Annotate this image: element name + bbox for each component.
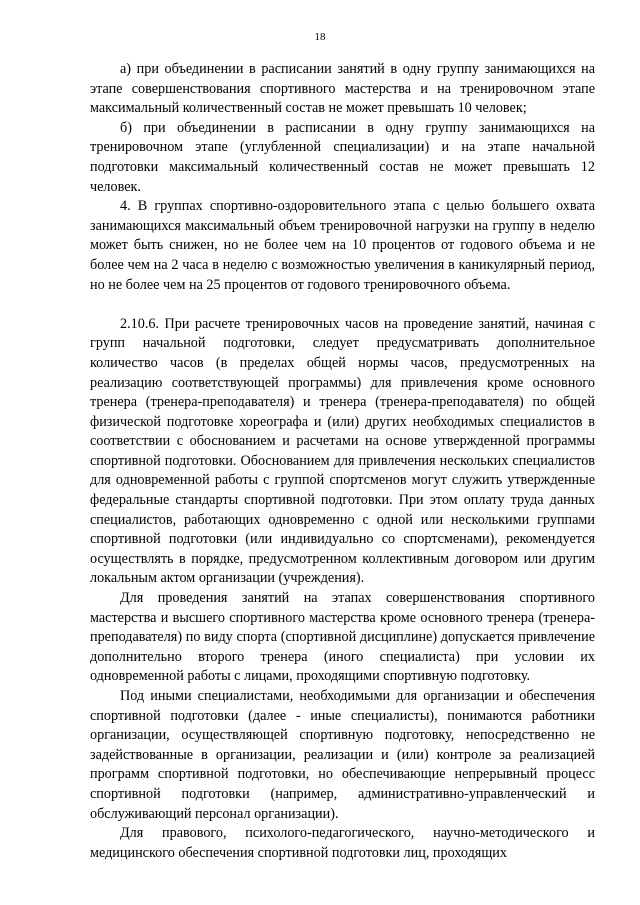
paragraph-item-a: а) при объединении в расписании занятий в одну группу занимающихся на этапе совершенствования спортивного мастерства и на тренировочном этапе максимальный количественный состав не может превышать 10 человек; (90, 61, 595, 117)
paragraph-item-b: б) при объединении в расписании в одну группу занимающихся на тренировочном этапе (углубленной специализации) и на этапе начальной подготовки максимальный количественный состав не может превышать 12 человек. (90, 119, 595, 195)
paragraph-second-trainer: Для проведения занятий на этапах совершенствования спортивного мастерства и высшего спортивного мастерства кроме основного тренера (тренера-преподавателя) по виду спорта (спортивной дисциплине) допускается привлечение дополнительно второго тренера (иного специалиста) при условии их одновременной работы с лицами, проходящими спортивную подготовку. (90, 590, 595, 685)
page-number: 18 (314, 31, 326, 43)
paragraph-other-specialists: Под иными специалистами, необходимыми для организации и обеспечения спортивной подготовки (далее - иные специалисты), понимаются работники организации, осуществляющей спортивную подготовку, непосредственно не задействованные в организации, реализации и (или) контроле за реализацией программ спортивной подготовки, но обеспечивающие непрерывный процесс спортивной подготовки (например, административно-управленческий и обслуживающий персонал организации). (90, 688, 595, 822)
paragraph-legal-support: Для правового, психолого-педагогического, научно-методического и медицинского обеспечения спортивной подготовки лиц, проходящих (90, 825, 595, 861)
paragraph-item-4: 4. В группах спортивно-оздоровительного этапа с целью большего охвата занимающихся максимальный объем тренировочной нагрузки на группу в неделю может быть снижен, но не более чем на 10 процентов от годового объема и не более чем на 2 часа в неделю с возможностью увеличения в каникулярный период, но не более чем на 25 процентов от годового тренировочного объема. (90, 198, 595, 293)
document-body (90, 60, 595, 863)
paragraph-2-10-6: 2.10.6. При расчете тренировочных часов на проведение занятий, начиная с групп начальной подготовки, следует предусматривать дополнительное количество часов (в пределах общей нормы часов, предусмотренных на реализацию соответствующей программы) для привлечения кроме основного тренера (тренера-преподавателя) и тренера (тренера-преподавателя) по общей физической подготовке хореографа и (или) других необходимых специалистов в соответствии с обоснованием и расчетами на основе утвержденной программы спортивной подготовки. Обоснованием для привлечения нескольких специалистов для одновременной работы с группой спортсменов могут служить утвержденные федеральные стандарты спортивной подготовки. При этом оплату труда данных специалистов, работающих одновременно с одной или несколькими группами спортивной подготовки (или индивидуально со спортсменами), рекомендуется осуществлять в порядке, предусмотренном коллективным договором или другим локальным актом организации (учреждения). (90, 315, 595, 587)
